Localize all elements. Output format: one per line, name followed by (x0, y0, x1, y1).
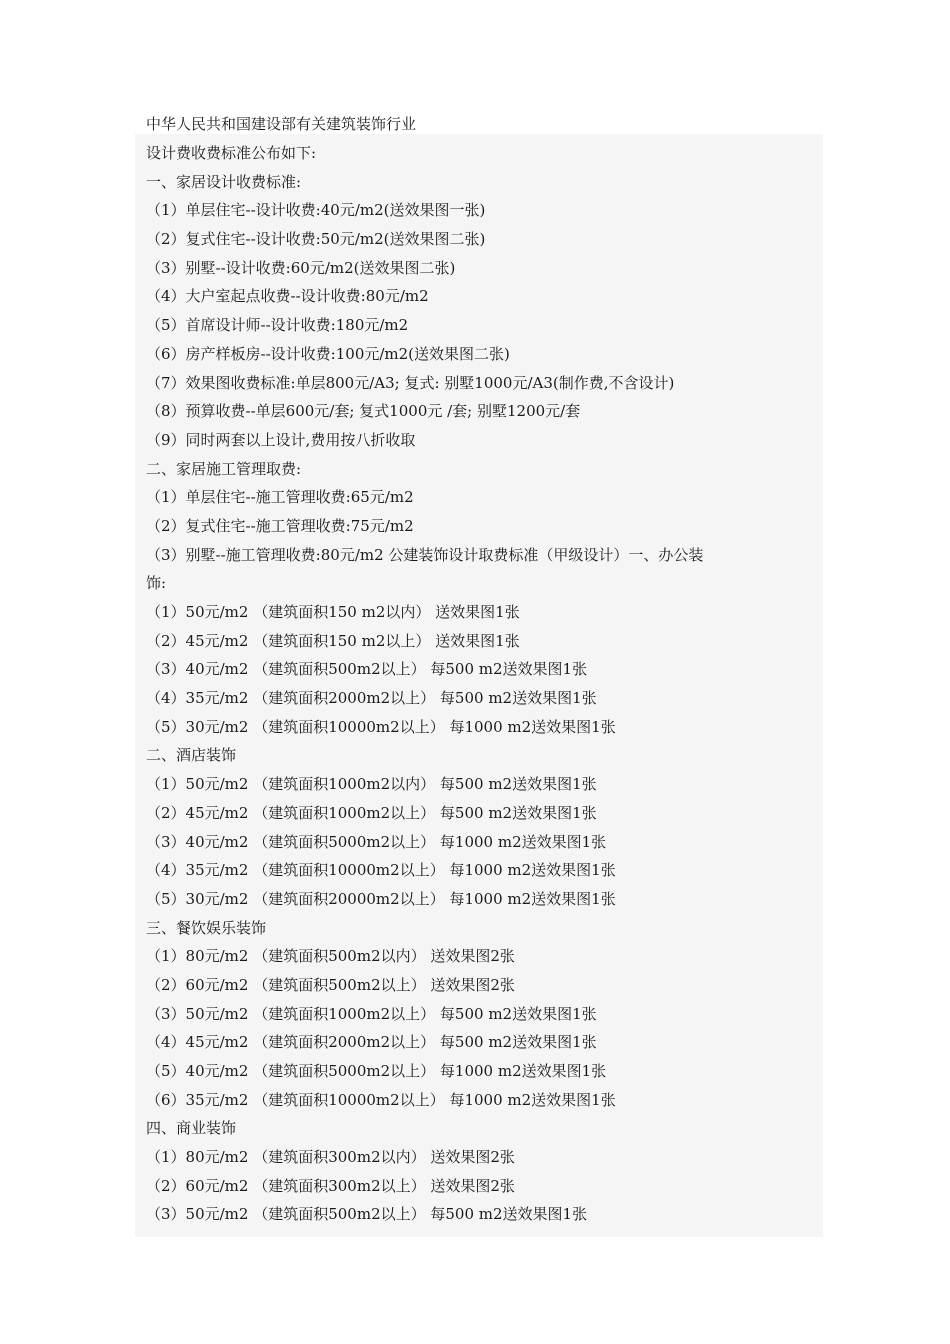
list-item: （2）复式住宅--设计收费:50元/m2(送效果图二张) (146, 230, 486, 249)
section-heading: 二、酒店装饰 (146, 746, 237, 765)
list-item: （2）60元/m2 （建筑面积300m2以上） 送效果图2张 (146, 1176, 515, 1195)
section-heading: 一、家居设计收费标准: (146, 172, 302, 191)
section-heading: 四、商业装饰 (146, 1119, 237, 1138)
fee-standard-list (146, 139, 816, 1229)
list-item: （1）50元/m2 （建筑面积150 m2以内） 送效果图1张 (146, 603, 520, 621)
list-item: （1）单层住宅--施工管理收费:65元/m2 (146, 488, 414, 507)
list-item: （2）45元/m2 （建筑面积150 m2以上） 送效果图1张 (146, 631, 520, 650)
list-item: （3）别墅--施工管理收费:80元/m2 公建装饰设计取费标准（甲级设计）一、办公装 (146, 545, 704, 564)
list-item: （4）45元/m2 （建筑面积2000m2以上） 每500 m2送效果图1张 (146, 1033, 597, 1052)
list-item: （2）45元/m2 （建筑面积1000m2以上） 每500 m2送效果图1张 (146, 803, 597, 822)
list-item: （1）80元/m2 （建筑面积500m2以内） 送效果图2张 (146, 947, 515, 966)
list-item: （4）大户室起点收费--设计收费:80元/m2 (146, 287, 429, 306)
list-item: （1）80元/m2 （建筑面积300m2以内） 送效果图2张 (146, 1148, 515, 1167)
list-item: （9）同时两套以上设计,费用按八折收取 (146, 430, 416, 449)
list-item: （8）预算收费--单层600元/套; 复式1000元 /套; 别墅1200元/套 (146, 402, 581, 421)
section-heading: 二、家居施工管理取费: (146, 459, 302, 478)
list-item: （5）40元/m2 （建筑面积5000m2以上） 每1000 m2送效果图1张 (146, 1062, 607, 1080)
list-item: （6）房产样板房--设计收费:100元/m2(送效果图二张) (146, 344, 510, 363)
list-item: （3）40元/m2 （建筑面积500m2以上） 每500 m2送效果图1张 (146, 660, 588, 679)
list-item: （3）50元/m2 （建筑面积500m2以上） 每500 m2送效果图1张 (146, 1205, 588, 1224)
list-item: （2）复式住宅--施工管理收费:75元/m2 (146, 516, 414, 535)
list-item: （1）单层住宅--设计收费:40元/m2(送效果图一张) (146, 201, 486, 220)
list-item: （3）40元/m2 （建筑面积5000m2以上） 每1000 m2送效果图1张 (146, 832, 607, 851)
list-item: （5）30元/m2 （建筑面积10000m2以上） 每1000 m2送效果图1张 (146, 717, 616, 736)
text-line: 设计费收费标准公布如下: (146, 144, 317, 162)
section-heading: 三、餐饮娱乐装饰 (146, 918, 267, 937)
list-item: （3）50元/m2 （建筑面积1000m2以上） 每500 m2送效果图1张 (146, 1004, 597, 1023)
list-item: （1）50元/m2 （建筑面积1000m2以内） 每500 m2送效果图1张 (146, 775, 597, 794)
list-item: （3）别墅--设计收费:60元/m2(送效果图二张) (146, 258, 456, 277)
list-item: （2）60元/m2 （建筑面积500m2以上） 送效果图2张 (146, 975, 515, 994)
list-item: （6）35元/m2 （建筑面积10000m2以上） 每1000 m2送效果图1张 (146, 1090, 616, 1109)
list-item: （5）30元/m2 （建筑面积20000m2以上） 每1000 m2送效果图1张 (146, 889, 616, 908)
list-item: （7）效果图收费标准:单层800元/A3; 复式: 别墅1000元/A3(制作费,不含设计) (146, 373, 675, 392)
list-item: （4）35元/m2 （建筑面积10000m2以上） 每1000 m2送效果图1张 (146, 861, 616, 880)
list-item: （5）首席设计师--设计收费:180元/m2 (146, 316, 409, 335)
list-item: （4）35元/m2 （建筑面积2000m2以上） 每500 m2送效果图1张 (146, 689, 597, 708)
document-title: 中华人民共和国建设部有关建筑装饰行业 (146, 115, 417, 133)
text-line: 饰: (146, 574, 167, 593)
